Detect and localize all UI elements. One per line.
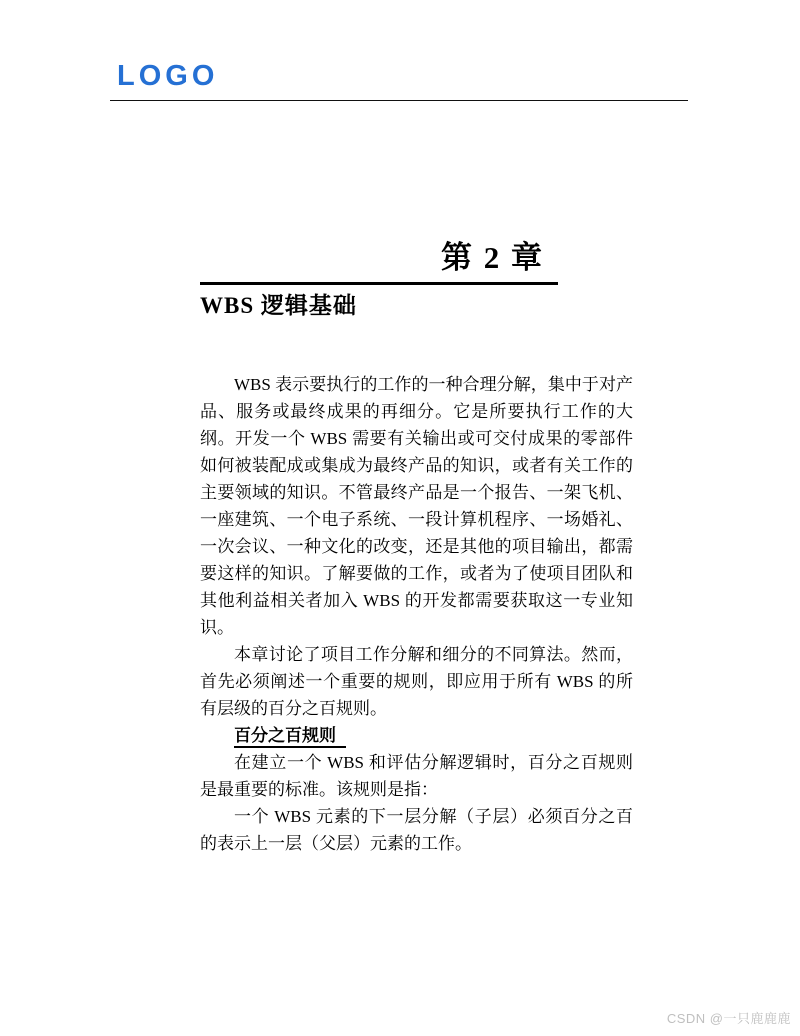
csdn-watermark: CSDN @一只鹿鹿鹿: [666, 1011, 791, 1026]
chapter-heading-block: [200, 232, 558, 285]
paragraph-2: 本章讨论了项目工作分解和细分的不同算法。然而，首先必须阐述一个重要的规则，即应用于所有 WBS 的所有层级的百分之百规则。: [200, 645, 633, 718]
company-logo: LOGO: [117, 60, 219, 92]
chapter-title: 第 2 章: [441, 240, 544, 275]
subheading-label: 百分之百规则: [234, 726, 346, 748]
section-title: WBS 逻辑基础: [200, 293, 357, 318]
paragraph-4: 一个 WBS 元素的下一层分解（子层）必须百分之百的表示上一层（父层）元素的工作。: [200, 807, 633, 853]
paragraph-1: WBS 表示要执行的工作的一种合理分解，集中于对产品、服务或最终成果的再细分。它是所要执行工作的大纲。开发一个 WBS 需要有关输出或可交付成果的零部件如何被装配成或集成为最终产品的知识，或者有关工作的主要领域的知识。不管最终产品是一个报告、一架飞机、一座建筑、一个电子系统、一段计算机程序、一场婚礼、一次会议、一种文化的改变，还是其他的项目输出，都需要这样的知识。了解要做的工作，或者为了使项目团队和其他利益相关者加入 WBS 的开发都需要获取这一专业知识。: [200, 375, 633, 637]
paragraph-3: 在建立一个 WBS 和评估分解逻辑时，百分之百规则是最重要的标准。该规则是指：: [200, 753, 633, 799]
header-divider: [110, 100, 688, 101]
subheading-hundred-percent-rule: [200, 722, 633, 749]
body-text: [200, 371, 633, 857]
